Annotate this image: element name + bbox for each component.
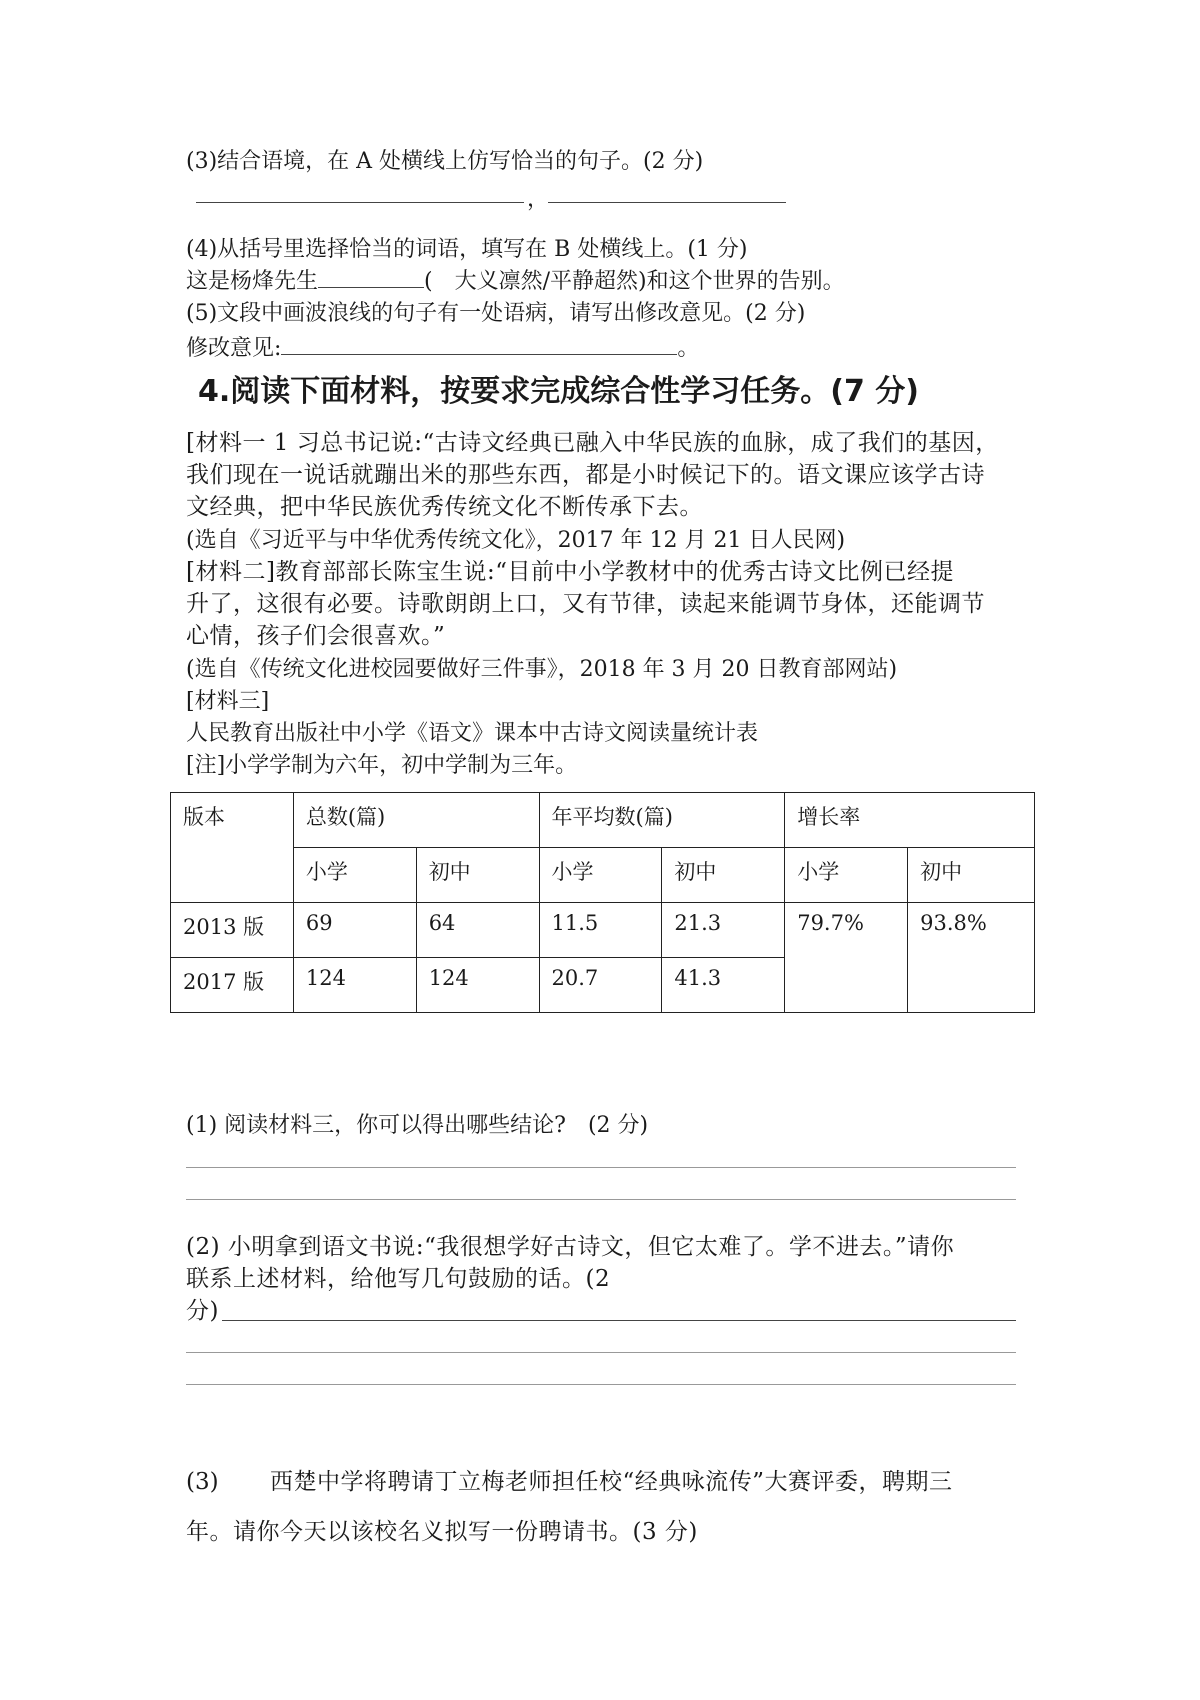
- subheader-cell: 初中: [416, 848, 539, 903]
- question-3-prompt: (3)结合语境，在 A 处横线上仿写恰当的句子。(2 分): [186, 149, 704, 174]
- material-1-line: [材料一 1 习总书记说:“古诗文经典已融入中华民族的血脉，成了我们的基因，: [186, 430, 999, 456]
- question-5-prompt: (5)文段中画波浪线的句子有一处语病，请写出修改意见。(2 分): [186, 301, 806, 326]
- answer-blank-b: [318, 267, 424, 288]
- poetry-reading-table: [170, 792, 1035, 1013]
- header-total: 总数(篇): [293, 793, 539, 848]
- cell-version: 2017 版: [171, 958, 294, 1013]
- cell-avg-middle: 21.3: [662, 903, 785, 958]
- q4-line-start: 这是杨烽先生: [186, 269, 319, 294]
- task-3-prompt-line: 西楚中学将聘请丁立梅老师担任校“经典咏流传”大赛评委，聘期三: [270, 1469, 953, 1495]
- header-growth: 增长率: [785, 793, 1035, 848]
- table-subheader-row: [171, 848, 1035, 903]
- task-3-prompt-line: 年。请你今天以该校名义拟写一份聘请书。(3 分): [186, 1519, 698, 1545]
- answer-line: [186, 1384, 1016, 1385]
- subheader-cell: 初中: [662, 848, 785, 903]
- table-caption: 人民教育出版社中小学《语文》课本中古诗文阅读量统计表: [186, 721, 759, 746]
- subheader-cell: 小学: [785, 848, 908, 903]
- subheader-cell: 小学: [293, 848, 416, 903]
- table-note: [注]小学学制为六年，初中学制为三年。: [186, 753, 578, 778]
- cell-total-primary: 124: [293, 958, 416, 1013]
- answer-line: [222, 1320, 1016, 1321]
- answer-blank-a1: [196, 202, 524, 203]
- q4-line-end: ( 大义凛然/平静超然)和这个世界的告别。: [424, 269, 845, 294]
- material-2-line: 心情，孩子们会很喜欢。”: [186, 623, 446, 649]
- material-2-line: [材料二]教育部部长陈宝生说:“目前中小学教材中的优秀古诗文比例已经提: [186, 559, 954, 585]
- q5-line-end: 。: [677, 336, 700, 361]
- task-3-number: (3): [186, 1469, 219, 1495]
- cell-version: 2013 版: [171, 903, 294, 958]
- material-1-source: (选自《习近平与中华优秀传统文化》，2017 年 12 月 21 日人民网): [186, 528, 846, 553]
- table-header-row: [171, 793, 1035, 848]
- material-2-line: 升了，这很有必要。诗歌朗朗上口，又有节律，读起来能调节身体，还能调节: [186, 591, 985, 617]
- answer-line: [186, 1199, 1016, 1200]
- material-1-line: 我们现在一说话就蹦出米的那些东西，都是小时候记下的。语文课应该学古诗: [186, 462, 985, 488]
- question-5-line: [186, 333, 699, 365]
- subheader-cell: 小学: [539, 848, 662, 903]
- cell-growth-middle: 93.8%: [908, 903, 1035, 1013]
- cell-total-middle: 64: [416, 903, 539, 958]
- cell-avg-primary: 20.7: [539, 958, 662, 1013]
- subheader-cell: 初中: [908, 848, 1035, 903]
- header-version: 版本: [171, 793, 294, 903]
- question-4-line: [186, 266, 845, 298]
- material-3-label: [材料三]: [186, 689, 270, 714]
- q5-line-start: 修改意见:: [186, 336, 282, 361]
- answer-line: [186, 1352, 1016, 1353]
- task-1-prompt: (1) 阅读材料三，你可以得出哪些结论? (2 分): [186, 1113, 649, 1138]
- material-1-line: 文经典，把中华民族优秀传统文化不断传承下去。: [186, 494, 703, 520]
- cell-avg-middle: 41.3: [662, 958, 785, 1013]
- table-row: [171, 903, 1035, 958]
- answer-blank-revision: [281, 334, 677, 355]
- question-4-prompt: (4)从括号里选择恰当的词语，填写在 B 处横线上。(1 分): [186, 237, 748, 262]
- section-4-title: 4.阅读下面材料，按要求完成综合性学习任务。(7 分): [198, 374, 920, 409]
- task-2-prompt-line: 分): [186, 1298, 219, 1324]
- cell-total-middle: 124: [416, 958, 539, 1013]
- answer-line: [186, 1167, 1016, 1168]
- cell-total-primary: 69: [293, 903, 416, 958]
- task-2-prompt-line: (2) 小明拿到语文书说:“我很想学好古诗文，但它太难了。学不进去。”请你: [186, 1234, 955, 1260]
- cell-growth-primary: 79.7%: [785, 903, 908, 1013]
- header-average: 年平均数(篇): [539, 793, 785, 848]
- blank-separator: ，: [527, 187, 550, 212]
- answer-blank-a2: [548, 202, 786, 203]
- cell-avg-primary: 11.5: [539, 903, 662, 958]
- material-2-source: (选自《传统文化进校园要做好三件事》，2018 年 3 月 20 日教育部网站): [186, 657, 898, 682]
- task-2-prompt-line: 联系上述材料，给他写几句鼓励的话。(2: [186, 1266, 611, 1292]
